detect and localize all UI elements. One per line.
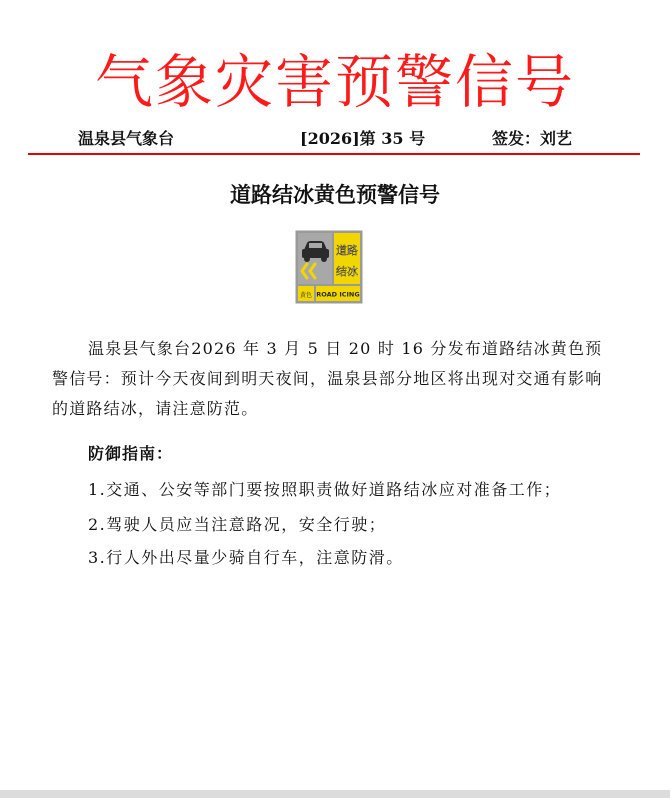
signer: 签发：刘艺	[492, 129, 573, 148]
signal-cn-label-line1: 道路	[336, 244, 358, 257]
road-icing-yellow-warning-icon	[295, 230, 363, 304]
issuing-office: 温泉县气象台	[78, 129, 175, 148]
document-number: [2026]第 35 号	[300, 129, 426, 148]
signal-english-label: ROAD ICING	[316, 290, 360, 299]
signal-cn-label-line2: 结冰	[336, 265, 358, 278]
document-title: 道路结冰黄色预警信号	[230, 183, 440, 207]
header-divider	[28, 153, 640, 155]
document-meta-row	[0, 122, 670, 152]
guide-item: 3.行人外出尽量少骑自行车，注意防滑。	[88, 548, 404, 567]
announcement-paragraph: 温泉县气象台2026 年 3 月 5 日 20 时 16 分发布道路结冰黄色预警信号：预计今天夜间到明天夜间，温泉县部分地区将出现对交通有影响的道路结冰，请注意防范。	[52, 339, 603, 418]
masthead-title: 气象灾害预警信号	[94, 48, 575, 116]
guide-heading: 防御指南：	[88, 444, 174, 463]
guide-item: 1.交通、公安等部门要按照职责做好道路结冰应对准备工作；	[88, 480, 562, 499]
guide-item: 2.驾驶人员应当注意路况，安全行驶；	[88, 515, 387, 534]
page-bottom-edge	[0, 790, 670, 798]
signal-level-label: 黄色	[299, 292, 313, 299]
